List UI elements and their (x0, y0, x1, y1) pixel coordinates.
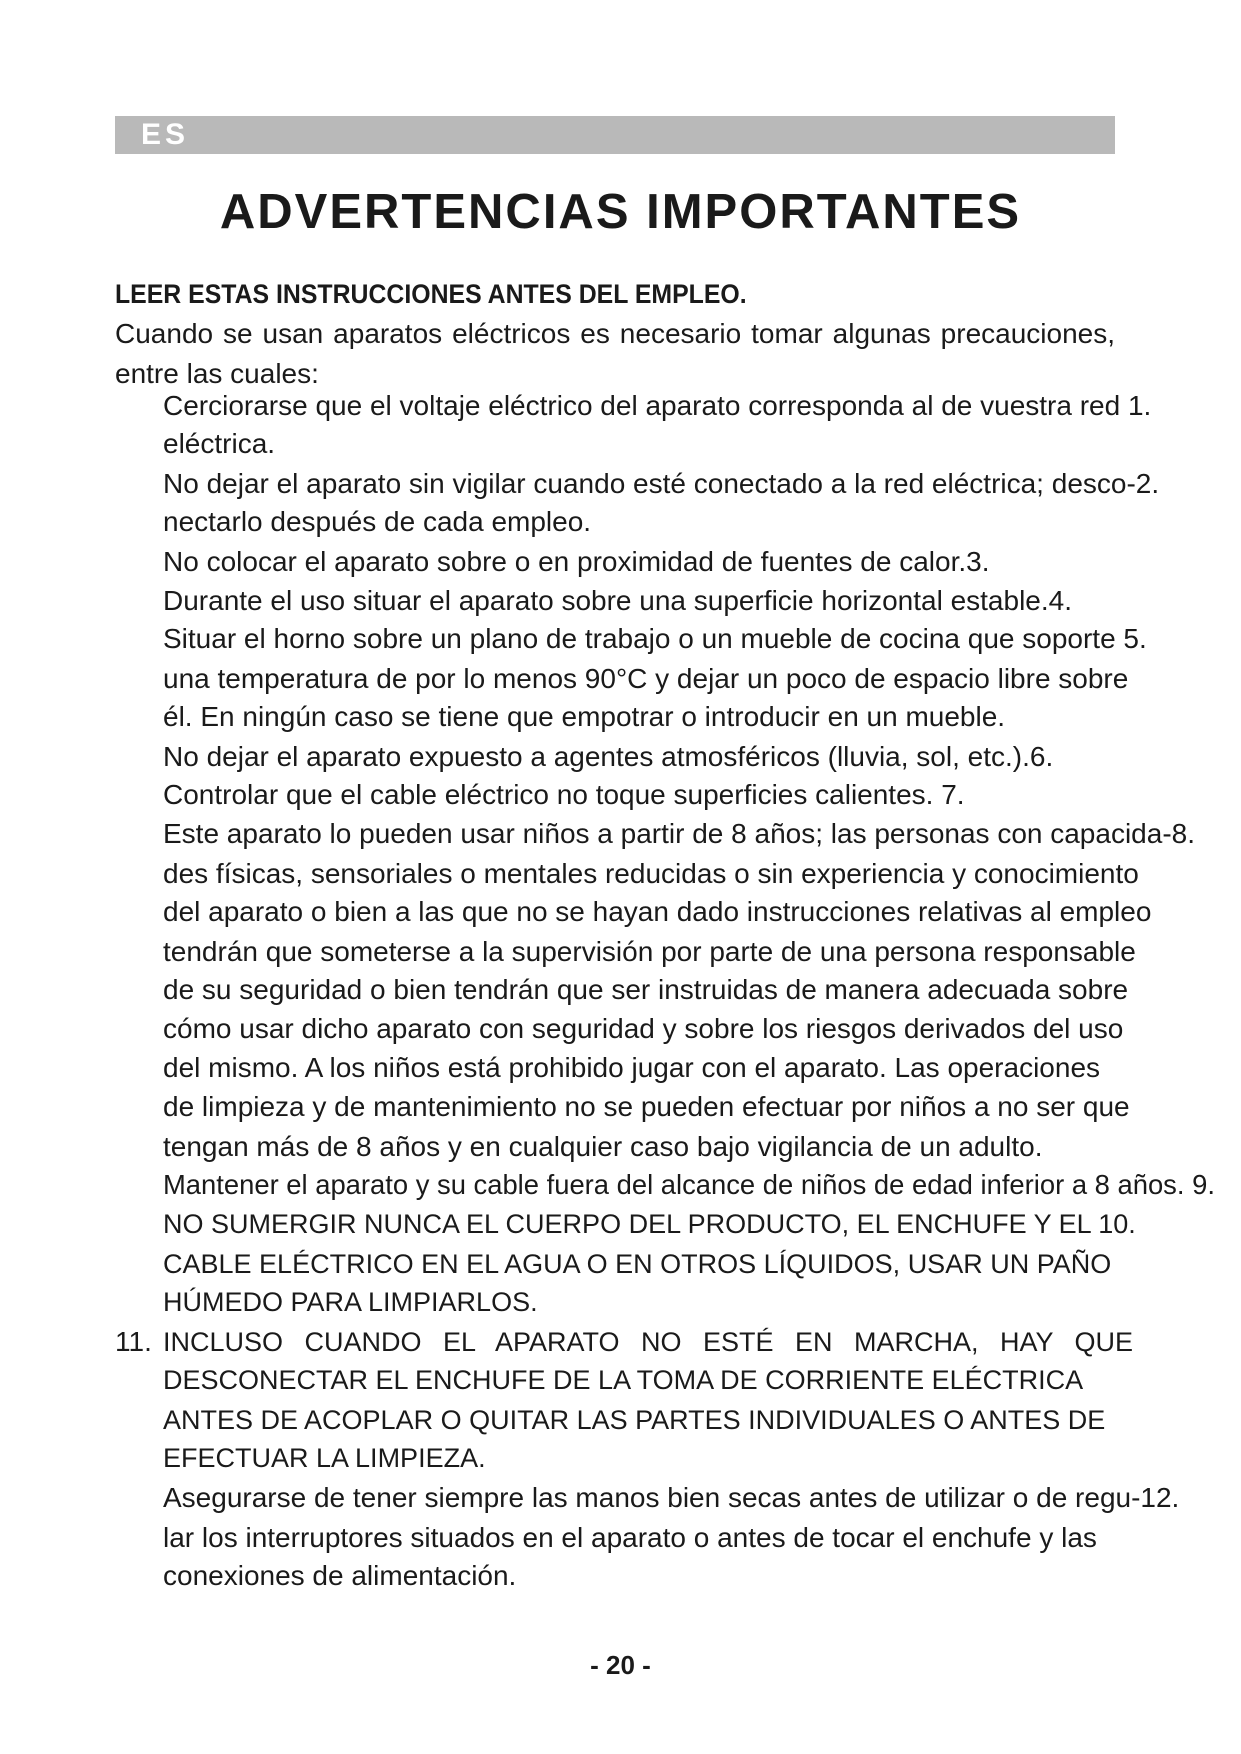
item-7-line-1: Controlar que el cable eléctrico no toque superficies calientes. 7. (163, 779, 965, 810)
item-8-line-4: tendrán que someterse a la supervisión por parte de una persona responsable (163, 936, 1136, 967)
item-3-line-1: No colocar el aparato sobre o en proximidad de fuentes de calor.3. (163, 546, 990, 577)
item-8-line-6: cómo usar dicho aparato con seguridad y sobre los riesgos derivados del uso (163, 1013, 1124, 1044)
language-label: ES (141, 118, 190, 151)
item-5-line-2: una temperatura de por lo menos 90°C y dejar un poco de espacio libre sobre (163, 663, 1129, 694)
item-10-line-1: NO SUMERGIR NUNCA EL CUERPO DEL PRODUCTO, EL ENCHUFE Y EL 10. (163, 1209, 1136, 1239)
item-6-line-1: No dejar el aparato expuesto a agentes atmosféricos (lluvia, sol, etc.).6. (163, 741, 1054, 772)
item-9-line-1: Mantener el aparato y su cable fuera del alcance de niños de edad inferior a 8 años. 9. (163, 1169, 1215, 1200)
intro-paragraph: Cuando se usan aparatos eléctricos es necesario tomar algunas precauciones, entre las cuales: (115, 318, 1115, 389)
item-12-line-2: lar los interruptores situados en el aparato o antes de tocar el enchufe y las (163, 1522, 1097, 1553)
item-10-line-3: HÚMEDO PARA LIMPIARLOS. (163, 1287, 538, 1317)
item-8-line-7: del mismo. A los niños está prohibido jugar con el aparato. Las operaciones (163, 1052, 1101, 1083)
page-number: - 20 - (590, 1650, 651, 1680)
subheading: LEER ESTAS INSTRUCCIONES ANTES DEL EMPLEO. (115, 279, 747, 309)
item-2-line-1: No dejar el aparato sin vigilar cuando esté conectado a la red eléctrica; desco-2. (163, 468, 1160, 499)
item-8-line-3: del aparato o bien a las que no se hayan dado instrucciones relativas al empleo (163, 896, 1152, 927)
item-5-line-1: Situar el horno sobre un plano de trabajo o un mueble de cocina que soporte 5. (163, 623, 1147, 654)
item-12-line-3: conexiones de alimentación. (163, 1560, 517, 1591)
item-12-line-1: Asegurarse de tener siempre las manos bien secas antes de utilizar o de regu-12. (163, 1482, 1180, 1513)
page-title: ADVERTENCIAS IMPORTANTES (219, 185, 1022, 239)
item-11-line-3: ANTES DE ACOPLAR O QUITAR LAS PARTES INDIVIDUALES O ANTES DE (163, 1405, 1106, 1435)
item-11-line-2: DESCONECTAR EL ENCHUFE DE LA TOMA DE CORRIENTE ELÉCTRICA (163, 1365, 1084, 1395)
item-10-line-2: CABLE ELÉCTRICO EN EL AGUA O EN OTROS LÍQUIDOS, USAR UN PAÑO (163, 1249, 1112, 1279)
item-11-number: 11. (115, 1326, 152, 1357)
item-8-line-5: de su seguridad o bien tendrán que ser instruidas de manera adecuada sobre (163, 974, 1129, 1005)
item-1-line-2: eléctrica. (163, 428, 276, 459)
item-5-line-3: él. En ningún caso se tiene que empotrar o introducir en un mueble. (163, 701, 1006, 732)
item-8-line-1: Este aparato lo pueden usar niños a partir de 8 años; las personas con capacida-8. (163, 818, 1195, 849)
item-8-line-2: des físicas, sensoriales o mentales reducidas o sin experiencia y conocimiento (163, 858, 1139, 889)
item-4-line-1: Durante el uso situar el aparato sobre una superficie horizontal estable.4. (163, 585, 1072, 616)
item-11-line-4: EFECTUAR LA LIMPIEZA. (163, 1443, 486, 1473)
item-8-line-9: tengan más de 8 años y en cualquier caso bajo vigilancia de un adulto. (163, 1131, 1043, 1162)
item-8-line-8: de limpieza y de mantenimiento no se pueden efectuar por niños a no ser que (163, 1091, 1130, 1122)
item-11-line-1: INCLUSO CUANDO EL APARATO NO ESTÉ EN MARCHA, HAY QUE (163, 1327, 1133, 1357)
item-2-line-2: nectarlo después de cada empleo. (163, 506, 592, 537)
language-bar (115, 116, 1115, 154)
item-1-line-1: Cerciorarse que el voltaje eléctrico del aparato corresponda al de vuestra red 1. (163, 390, 1152, 421)
